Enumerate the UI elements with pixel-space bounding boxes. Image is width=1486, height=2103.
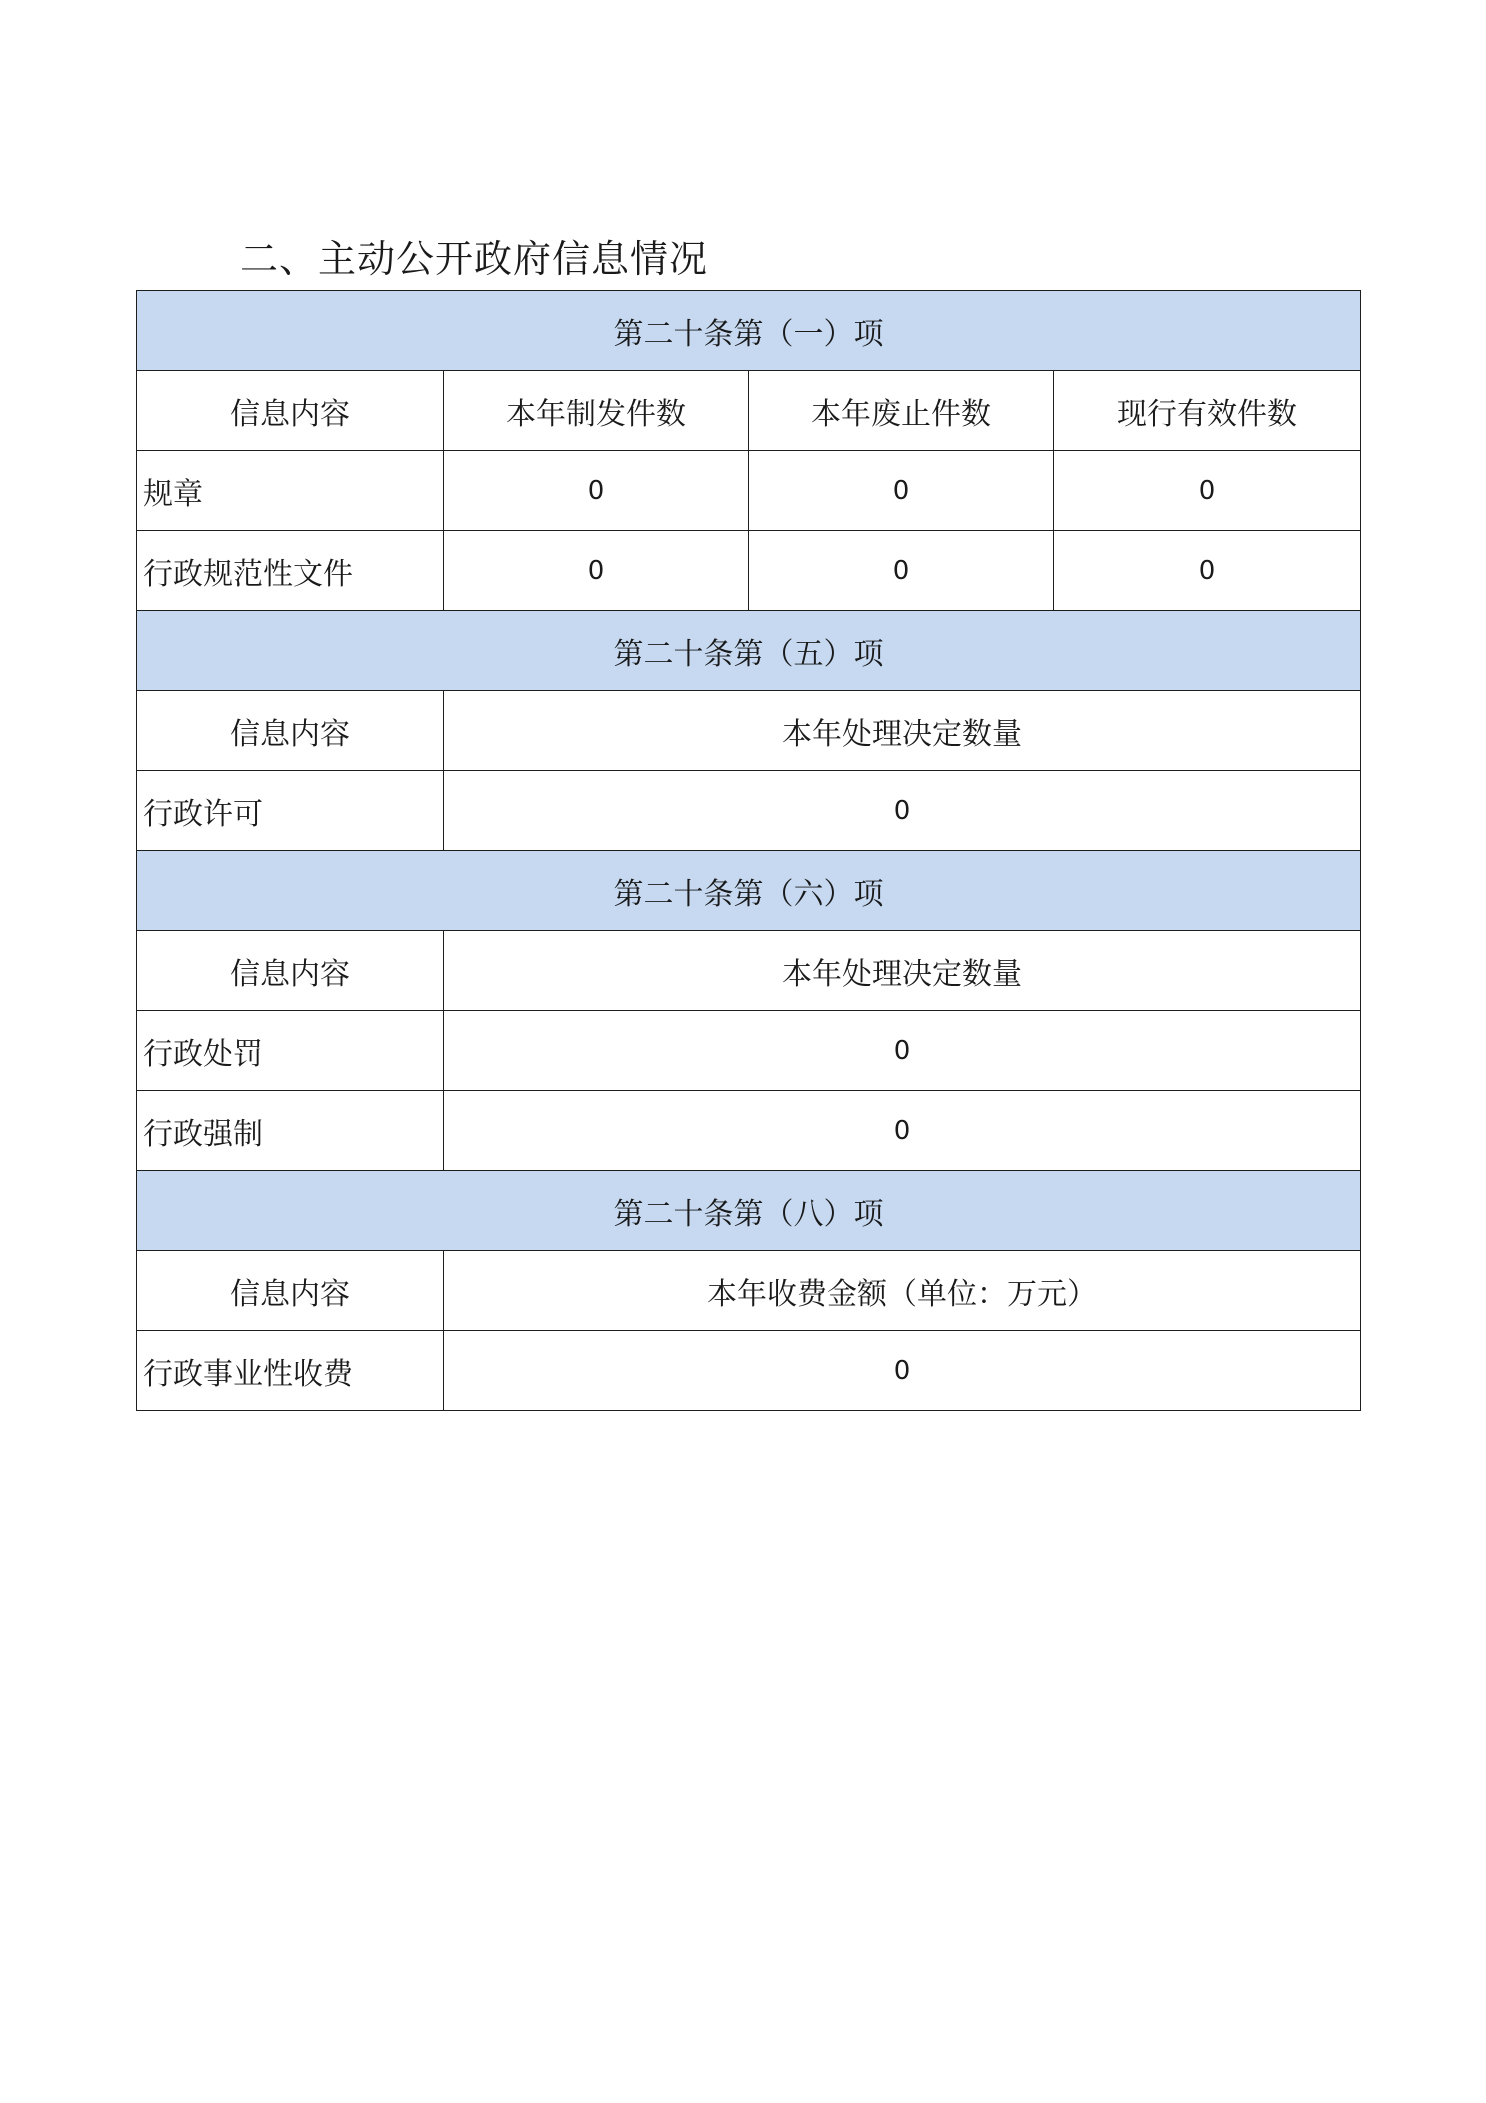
column-header-row bbox=[137, 1251, 1361, 1331]
column-header: 信息内容 bbox=[137, 371, 444, 451]
section-heading: 第二十条第（八）项 bbox=[137, 1171, 1361, 1251]
row-label: 行政处罚 bbox=[137, 1011, 444, 1091]
row-label: 规章 bbox=[137, 451, 444, 531]
info-disclosure-table bbox=[136, 290, 1361, 1411]
column-header: 本年废止件数 bbox=[749, 371, 1054, 451]
cell-value: 0 bbox=[749, 451, 1054, 531]
table-row bbox=[137, 1091, 1361, 1171]
cell-value: 0 bbox=[444, 451, 749, 531]
page-title: 二、主动公开政府信息情况 bbox=[240, 237, 709, 281]
section-heading: 第二十条第（五）项 bbox=[137, 611, 1361, 691]
column-header: 本年制发件数 bbox=[444, 371, 749, 451]
section-header-row bbox=[137, 851, 1361, 931]
column-header: 信息内容 bbox=[137, 1251, 444, 1331]
cell-value: 0 bbox=[444, 1011, 1361, 1091]
column-header-row bbox=[137, 691, 1361, 771]
column-header-row bbox=[137, 371, 1361, 451]
table-row bbox=[137, 531, 1361, 611]
column-header: 现行有效件数 bbox=[1054, 371, 1361, 451]
section-header-row bbox=[137, 611, 1361, 691]
section-heading: 第二十条第（一）项 bbox=[137, 291, 1361, 371]
column-header: 信息内容 bbox=[137, 691, 444, 771]
column-header-row bbox=[137, 931, 1361, 1011]
cell-value: 0 bbox=[444, 771, 1361, 851]
cell-value: 0 bbox=[444, 531, 749, 611]
row-label: 行政强制 bbox=[137, 1091, 444, 1171]
column-header: 本年处理决定数量 bbox=[444, 691, 1361, 771]
cell-value: 0 bbox=[444, 1331, 1361, 1411]
cell-value: 0 bbox=[444, 1091, 1361, 1171]
column-header: 本年处理决定数量 bbox=[444, 931, 1361, 1011]
row-label: 行政规范性文件 bbox=[137, 531, 444, 611]
cell-value: 0 bbox=[1054, 451, 1361, 531]
cell-value: 0 bbox=[749, 531, 1054, 611]
row-label: 行政许可 bbox=[137, 771, 444, 851]
cell-value: 0 bbox=[1054, 531, 1361, 611]
section-heading: 第二十条第（六）项 bbox=[137, 851, 1361, 931]
column-header: 信息内容 bbox=[137, 931, 444, 1011]
table-row bbox=[137, 1331, 1361, 1411]
table-row bbox=[137, 451, 1361, 531]
row-label: 行政事业性收费 bbox=[137, 1331, 444, 1411]
section-header-row bbox=[137, 291, 1361, 371]
table-row bbox=[137, 1011, 1361, 1091]
column-header: 本年收费金额（单位：万元） bbox=[444, 1251, 1361, 1331]
table-row bbox=[137, 771, 1361, 851]
section-header-row bbox=[137, 1171, 1361, 1251]
